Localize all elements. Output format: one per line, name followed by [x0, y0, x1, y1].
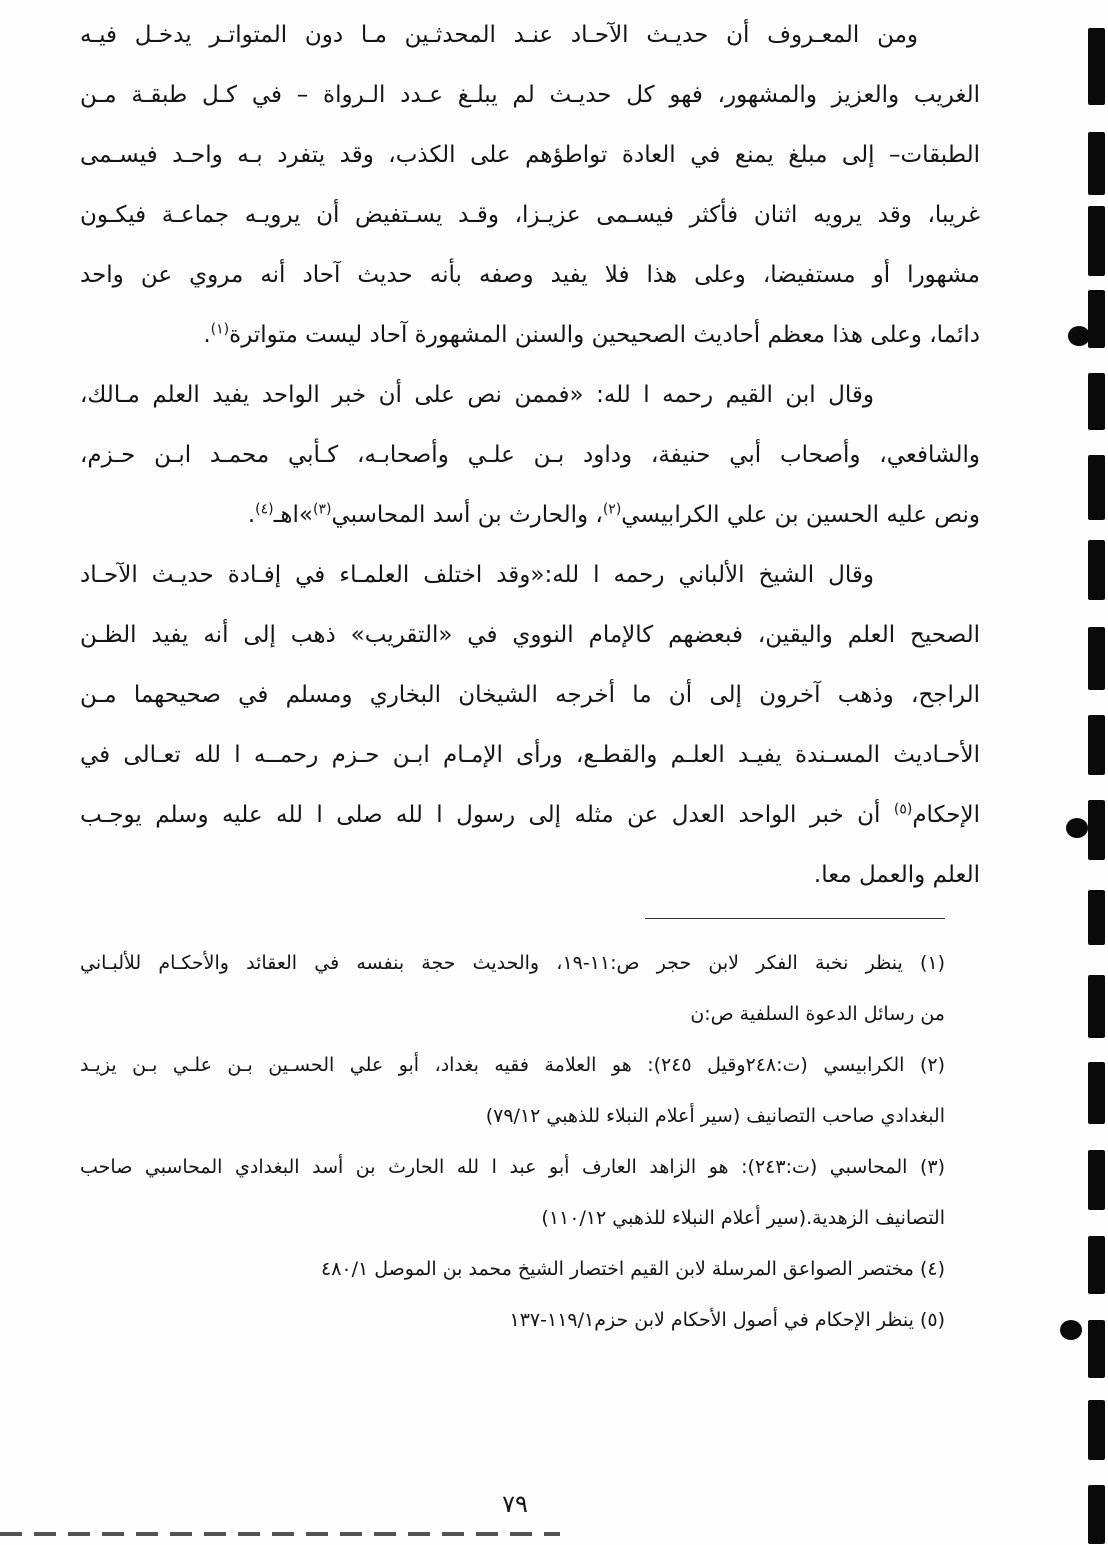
footnotes — [80, 938, 945, 1346]
footnote-item — [80, 1295, 945, 1346]
footnote-text: (٣) المحاسبي (ت:٢٤٣): هو الزاهد العارف أبو عبد ا لله الحارث بن أسد البغدادي المحاسبي صاحب — [80, 1156, 945, 1178]
text-line — [80, 725, 980, 785]
line-text: الصحيح العلم واليقين، فبعضهم كالإمام النووي في «التقريب» ذهب إلى أنه يفيد الظـن — [80, 622, 980, 648]
footnote-ref-marker: (٤) — [255, 501, 274, 518]
footnote-text: (٥) ينظر الإحكام في أصول الأحكام لابن حزم١١٩/١-١٣٧ — [509, 1309, 945, 1331]
line-text: . — [203, 322, 211, 348]
text-line — [80, 845, 980, 905]
binding-dot — [1060, 1320, 1082, 1340]
footnote-ref-marker: (١) — [210, 321, 230, 338]
main-text — [80, 5, 980, 905]
text-line — [80, 245, 980, 305]
text-line — [80, 185, 980, 245]
footnote-ref-marker: (٥) — [893, 801, 913, 818]
binding-bar — [1088, 800, 1105, 860]
line-text: ونص عليه الحسين بن علي الكرابيسي — [621, 502, 980, 528]
line-text: الأحـاديث المسـندة يفيـد العلـم والقطـع، ورأى الإمـام ابـن حـزم رحمــه ا لله تعـالى في — [80, 742, 980, 768]
footnote-line — [80, 1295, 945, 1346]
footnote-text: التصانيف الزهدية.(سير أعلام النبلاء للذهبي ١١٠/١٢) — [541, 1207, 945, 1229]
binding-dot — [1066, 818, 1088, 838]
text-line — [80, 785, 980, 845]
text-line — [80, 545, 980, 605]
binding-bar — [1088, 373, 1105, 430]
text-line — [80, 305, 980, 365]
line-text: غريبا، وقد يرويه اثنان فأكثر فيسـمى عزيـزا، وقـد يسـتفيض أن يرويـه جماعـة فيكـون — [80, 202, 980, 228]
paragraph — [80, 545, 980, 905]
footnote-line — [80, 989, 945, 1040]
line-text: ، والحارث بن أسد المحاسبي — [331, 502, 603, 528]
line-text: . — [247, 502, 256, 528]
line-text: الطبقات– إلى مبلغ يمنع في العادة تواطؤهم على الكذب، وقد يتفرد بـه واحـد فيسـمى — [80, 142, 980, 168]
binding-bar — [1088, 1236, 1105, 1294]
footnote-text: (٢) الكرابيسي (ت:٢٤٨وقيل ٢٤٥): هو العلامة فقيه بغداد، أبو علي الحسـين بـن علـي بـن يزيـد — [80, 1054, 945, 1076]
binding-bar — [1088, 132, 1105, 195]
footnote-ref-marker: (٢) — [602, 501, 622, 518]
binding-bar — [1088, 1320, 1105, 1378]
line-text: وقال الشيخ الألباني رحمه ا لله:«وقد اختلف العلمـاء في إفـادة حديـث الآحـاد — [80, 562, 874, 588]
footnote-line — [80, 1142, 945, 1193]
binding-bar — [1088, 455, 1105, 520]
line-text: الإحكام — [912, 802, 980, 828]
paragraph — [80, 365, 980, 545]
binding-bar — [1088, 1400, 1105, 1460]
line-text: والشافعي، وأصحاب أبي حنيفة، وداود بـن علـي وأصحابـه، كـأبي محمـد ابـن حـزم، — [80, 442, 980, 468]
text-line — [80, 605, 980, 665]
line-text: وقال ابن القيم رحمه ا لله: «فممن نص على أن خبر الواحد يفيد العلم مـالك، — [80, 382, 874, 408]
footnote-separator — [645, 918, 945, 919]
binding-bar — [1088, 1150, 1105, 1210]
text-line — [80, 5, 980, 65]
binding-dot — [1068, 326, 1090, 346]
binding-bar — [1088, 28, 1105, 105]
line-text: »اهـ — [273, 502, 313, 528]
binding-bar — [1088, 890, 1105, 945]
footnote-line — [80, 938, 945, 989]
text-line — [80, 125, 980, 185]
footnote-item — [80, 1142, 945, 1244]
footnote-item — [80, 1244, 945, 1295]
binding-bar — [1088, 1485, 1105, 1544]
footnote-text: من رسائل الدعوة السلفية ص:ن — [690, 1003, 945, 1025]
text-line — [80, 665, 980, 725]
text-line — [80, 485, 980, 545]
line-text: العلم والعمل معا. — [813, 862, 980, 888]
binding-bar — [1088, 206, 1105, 276]
paragraph — [80, 5, 980, 365]
footnote-item — [80, 1040, 945, 1142]
text-line — [80, 65, 980, 125]
binding-bar — [1088, 715, 1105, 775]
binding-bar — [1088, 1062, 1105, 1124]
binding-bar — [1088, 975, 1105, 1038]
text-line — [80, 365, 980, 425]
line-text: دائما، وعلى هذا معظم أحاديث الصحيحين والسنن المشهورة آحاد ليست متواترة — [229, 322, 980, 348]
scan-artifact — [0, 1532, 560, 1536]
line-text: أن خبر الواحد العدل عن مثله إلى رسول ا لله صلى ا لله عليه وسلم يوجـب — [80, 802, 894, 828]
footnote-text: (١) ينظر نخبة الفكر لابن حجر ص:١١-١٩، والحديث حجة بنفسه في العقائد والأحكـام للألبـاني — [80, 952, 945, 974]
line-text: الغريب والعزيز والمشهور، فهو كل حديـث لم يبلـغ عـدد الـرواة – في كـل طبقـة مـن — [80, 82, 980, 108]
footnote-line — [80, 1040, 945, 1091]
line-text: الراجح، وذهب آخرون إلى أن ما أخرجه الشيخان البخاري ومسلم في صحيحهما مـن — [80, 682, 980, 708]
binding-bar — [1088, 540, 1105, 600]
footnote-line — [80, 1244, 945, 1295]
binding-bar — [1088, 627, 1105, 690]
line-text: ومن المعـروف أن حديـث الآحـاد عنـد المحدثـين مـا دون المتواتـر يدخـل فيـه — [80, 22, 918, 48]
page-number: ٧٩ — [502, 1490, 528, 1518]
footnote-ref-marker: (٣) — [312, 501, 332, 518]
line-text: مشهورا أو مستفيضا، وعلى هذا فلا يفيد وصفه بأنه حديث آحاد أنه مروي عن واحد — [80, 262, 980, 288]
footnote-item — [80, 938, 945, 1040]
binding-bar — [1088, 290, 1105, 348]
footnote-text: (٤) مختصر الصواعق المرسلة لابن القيم اختصار الشيخ محمد بن الموصل ٤٨٠/١ — [320, 1258, 945, 1280]
text-line — [80, 425, 980, 485]
footnote-text: البغدادي صاحب التصانيف (سير أعلام النبلاء للذهبي ٧٩/١٢) — [485, 1105, 945, 1127]
footnote-line — [80, 1091, 945, 1142]
footnote-line — [80, 1193, 945, 1244]
